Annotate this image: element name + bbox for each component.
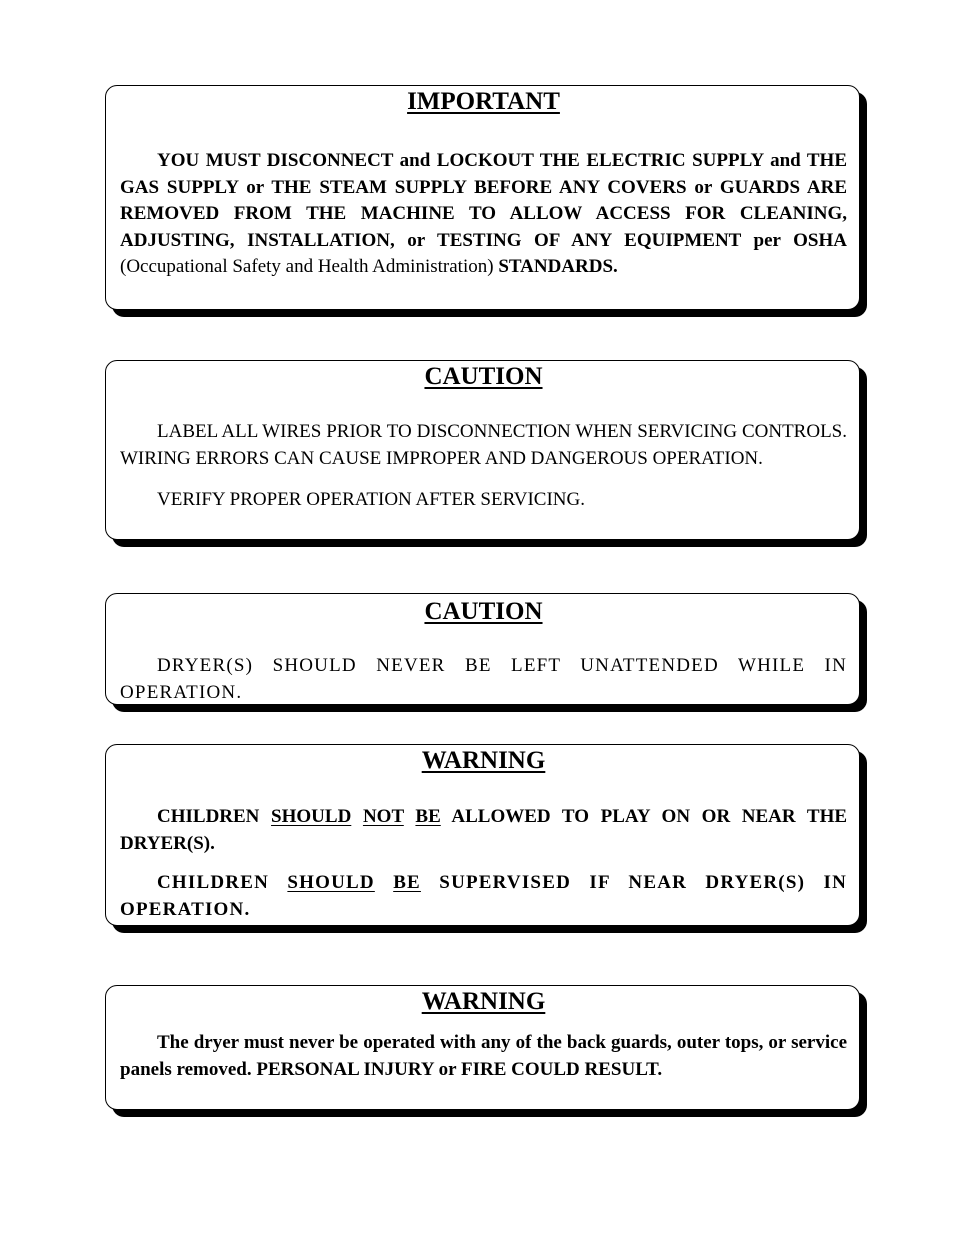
important-text bbox=[120, 148, 847, 281]
important-text-plain: (Occupational Safety and Health Administration) bbox=[120, 256, 499, 277]
word-children: CHILDREN bbox=[157, 806, 260, 827]
children-supervised-rest: SUPERVISED IF NEAR DRYER(S) IN OPERATION. bbox=[120, 872, 847, 920]
important-notice bbox=[105, 85, 860, 310]
warning-children-play-text bbox=[120, 804, 847, 857]
important-text-standards: STANDARDS. bbox=[498, 256, 618, 277]
warning-children-supervised-text bbox=[120, 870, 847, 923]
warning-heading: WARNING bbox=[421, 747, 546, 774]
caution-notice-wiring bbox=[105, 360, 860, 540]
warning-notice-children bbox=[105, 744, 860, 926]
warning-guards-text: The dryer must never be operated with any of the back guards, outer tops, or service panels removed. PERSONAL INJURY or FIRE COULD RESULT. bbox=[120, 1032, 847, 1080]
important-heading: IMPORTANT bbox=[407, 88, 560, 115]
important-text-bold: YOU MUST DISCONNECT and LOCKOUT THE ELECTRIC SUPPLY and THE GAS SUPPLY or THE STEAM SUPPLY BEFORE ANY COVERS or GUARDS ARE REMOVED FROM THE MACHINE TO ALLOW ACCESS FOR CLEANING, ADJUSTING, INSTALLATION, or TESTING OF ANY EQUIPMENT per OSHA bbox=[120, 150, 847, 251]
word-be: BE bbox=[415, 806, 441, 827]
caution-heading: CAUTION bbox=[424, 598, 543, 625]
warning-heading: WARNING bbox=[421, 988, 546, 1015]
caution-wiring-text: LABEL ALL WIRES PRIOR TO DISCONNECTION WHEN SERVICING CONTROLS. WIRING ERRORS CAN CAUSE IMPROPER AND DANGEROUS OPERATION. bbox=[120, 421, 847, 469]
word-be: BE bbox=[393, 872, 421, 893]
word-should: SHOULD bbox=[287, 872, 375, 893]
caution-notice-unattended bbox=[105, 593, 860, 705]
word-not: NOT bbox=[362, 806, 404, 827]
caution-verify-text: VERIFY PROPER OPERATION AFTER SERVICING. bbox=[157, 489, 585, 510]
caution-heading: CAUTION bbox=[424, 363, 543, 390]
children-play-rest: ALLOWED TO PLAY ON OR NEAR THE DRYER(S). bbox=[120, 806, 848, 854]
warning-notice-guards bbox=[105, 985, 860, 1110]
word-children: CHILDREN bbox=[157, 872, 270, 893]
caution-unattended-text: DRYER(S) SHOULD NEVER BE LEFT UNATTENDED WHILE IN OPERATION. bbox=[120, 655, 847, 703]
word-should: SHOULD bbox=[271, 806, 352, 827]
